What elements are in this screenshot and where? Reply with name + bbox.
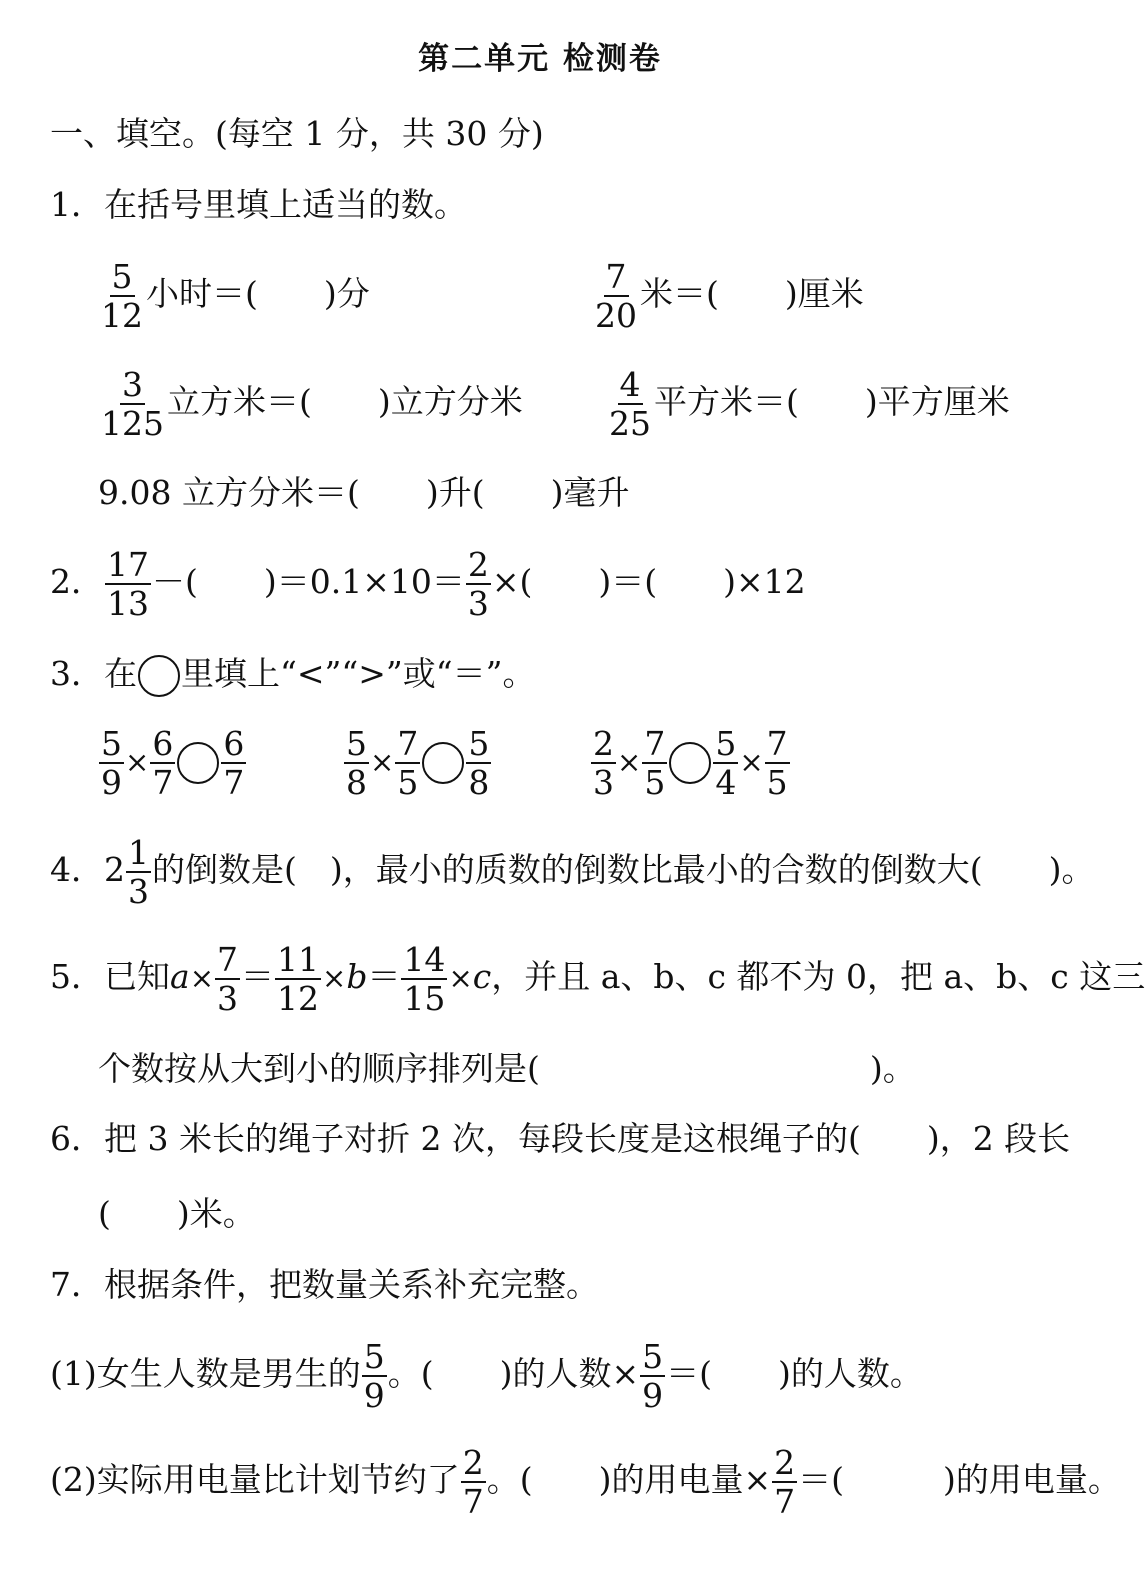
times-sign: × bbox=[370, 745, 395, 779]
q3-post: 里填上“<”“>”或“＝”。 bbox=[181, 654, 536, 693]
times-sign: × bbox=[448, 961, 473, 995]
fraction: $\frac{6}{7}$ bbox=[223, 724, 245, 802]
fraction: $\frac{5}{8}$ bbox=[468, 724, 490, 802]
question-7-label: 7．根据条件，把数量关系补充完整。 bbox=[50, 1265, 599, 1304]
blank-circle bbox=[138, 655, 180, 697]
q1-item-b-text: 米＝( )厘米 bbox=[640, 274, 864, 313]
q7-p2-post: ＝( )的用电量。 bbox=[798, 1460, 1121, 1499]
q3-expr-3 bbox=[590, 724, 791, 802]
q1-item-c bbox=[98, 365, 523, 443]
q7-part-2 bbox=[50, 1443, 1121, 1521]
var-b: b bbox=[346, 957, 368, 996]
q2-text-2: ×( )＝( )×12 bbox=[491, 562, 806, 601]
times-sign: × bbox=[617, 745, 642, 779]
q4-text: 的倒数是( )，最小的质数的倒数比最小的合数的倒数大( )。 bbox=[152, 850, 1095, 889]
page-title: 第二单元 检测卷 bbox=[418, 41, 662, 77]
q3-expr-2 bbox=[343, 724, 492, 802]
section-heading: 一、填空。(每空 1 分，共 30 分) bbox=[50, 114, 544, 153]
fraction: $\frac{11}{12}$ bbox=[277, 940, 319, 1018]
q7-p1-post: ＝( )的人数。 bbox=[666, 1354, 923, 1393]
question-2-label: 2． bbox=[50, 562, 104, 601]
q4-pre: 4．2 bbox=[50, 850, 125, 889]
question-6-line-2: ( )米。 bbox=[98, 1194, 256, 1233]
q1-item-b bbox=[592, 257, 864, 335]
fraction: $\frac{2}{3}$ bbox=[467, 545, 489, 623]
question-2 bbox=[50, 545, 806, 623]
question-4 bbox=[50, 833, 1095, 911]
fraction: $\frac{5}{9}$ bbox=[642, 1337, 664, 1415]
fraction: $\frac{3}{125}$ bbox=[101, 365, 164, 443]
q7-p1-pre: (1)女生人数是男生的 bbox=[50, 1354, 361, 1393]
q2-text-1: －( )＝0.1×10＝ bbox=[152, 562, 465, 601]
fraction: $\frac{7}{5}$ bbox=[397, 724, 419, 802]
fraction: $\frac{4}{25}$ bbox=[609, 365, 651, 443]
q5-tail: ，并且 a、b、c 都不为 0，把 a、b、c 这三 bbox=[491, 957, 1145, 996]
question-5-line-2: 个数按从大到小的顺序排列是( )。 bbox=[98, 1049, 916, 1088]
q1-item-c-text: 立方米＝( )立方分米 bbox=[167, 382, 523, 421]
var-a: a bbox=[170, 957, 190, 996]
fraction: $\frac{2}{3}$ bbox=[593, 724, 614, 802]
q1-item-a-text: 小时＝( )分 bbox=[146, 274, 370, 313]
times-sign: × bbox=[739, 745, 764, 779]
fraction: $\frac{5}{12}$ bbox=[101, 257, 143, 335]
fraction: $\frac{7}{5}$ bbox=[766, 724, 788, 802]
q5-pre: 5．已知 bbox=[50, 957, 170, 996]
q7-p2-pre: (2)实际用电量比计划节约了 bbox=[50, 1460, 460, 1499]
fraction: $\frac{1}{3}$ bbox=[128, 833, 149, 911]
times-sign: × bbox=[189, 961, 214, 995]
fraction: $\frac{5}{9}$ bbox=[363, 1337, 385, 1415]
fraction: $\frac{5}{8}$ bbox=[346, 724, 367, 802]
fraction: $\frac{7}{20}$ bbox=[595, 257, 637, 335]
times-sign: × bbox=[125, 745, 150, 779]
q3-pre: 3．在 bbox=[50, 654, 137, 693]
question-5-line-1 bbox=[50, 940, 1145, 1018]
fraction: $\frac{7}{3}$ bbox=[217, 940, 238, 1018]
blank-circle bbox=[177, 742, 219, 784]
fraction: $\frac{14}{15}$ bbox=[403, 940, 446, 1018]
fraction: $\frac{5}{4}$ bbox=[715, 724, 737, 802]
question-3-label bbox=[50, 655, 536, 697]
fraction: $\frac{6}{7}$ bbox=[152, 724, 174, 802]
q1-item-a bbox=[98, 257, 370, 335]
q7-p1-mid: 。( )的人数× bbox=[387, 1354, 640, 1393]
question-6-line-1: 6．把 3 米长的绳子对折 2 次，每段长度是这根绳子的( )，2 段长 bbox=[50, 1119, 1071, 1158]
fraction: $\frac{7}{5}$ bbox=[644, 724, 666, 802]
q1-item-d bbox=[606, 365, 1010, 443]
q7-p2-mid: 。( )的用电量× bbox=[486, 1460, 772, 1499]
fraction: $\frac{17}{13}$ bbox=[107, 545, 149, 623]
fraction: $\frac{2}{7}$ bbox=[462, 1443, 484, 1521]
equals-sign: ＝ bbox=[241, 957, 274, 996]
fraction: $\frac{2}{7}$ bbox=[774, 1443, 796, 1521]
equals-sign: ＝ bbox=[367, 957, 401, 996]
blank-circle bbox=[669, 742, 711, 784]
q3-expr-1 bbox=[98, 724, 247, 802]
q1-item-d-text: 平方米＝( )平方厘米 bbox=[654, 382, 1010, 421]
q1-item-e: 9.08 立方分米＝( )升( )毫升 bbox=[98, 473, 630, 512]
blank-circle bbox=[422, 742, 464, 784]
question-1-label: 1．在括号里填上适当的数。 bbox=[50, 185, 467, 224]
q7-part-1 bbox=[50, 1337, 923, 1415]
fraction: $\frac{5}{9}$ bbox=[101, 724, 122, 802]
times-sign: × bbox=[322, 961, 347, 995]
var-c: c bbox=[472, 957, 492, 996]
